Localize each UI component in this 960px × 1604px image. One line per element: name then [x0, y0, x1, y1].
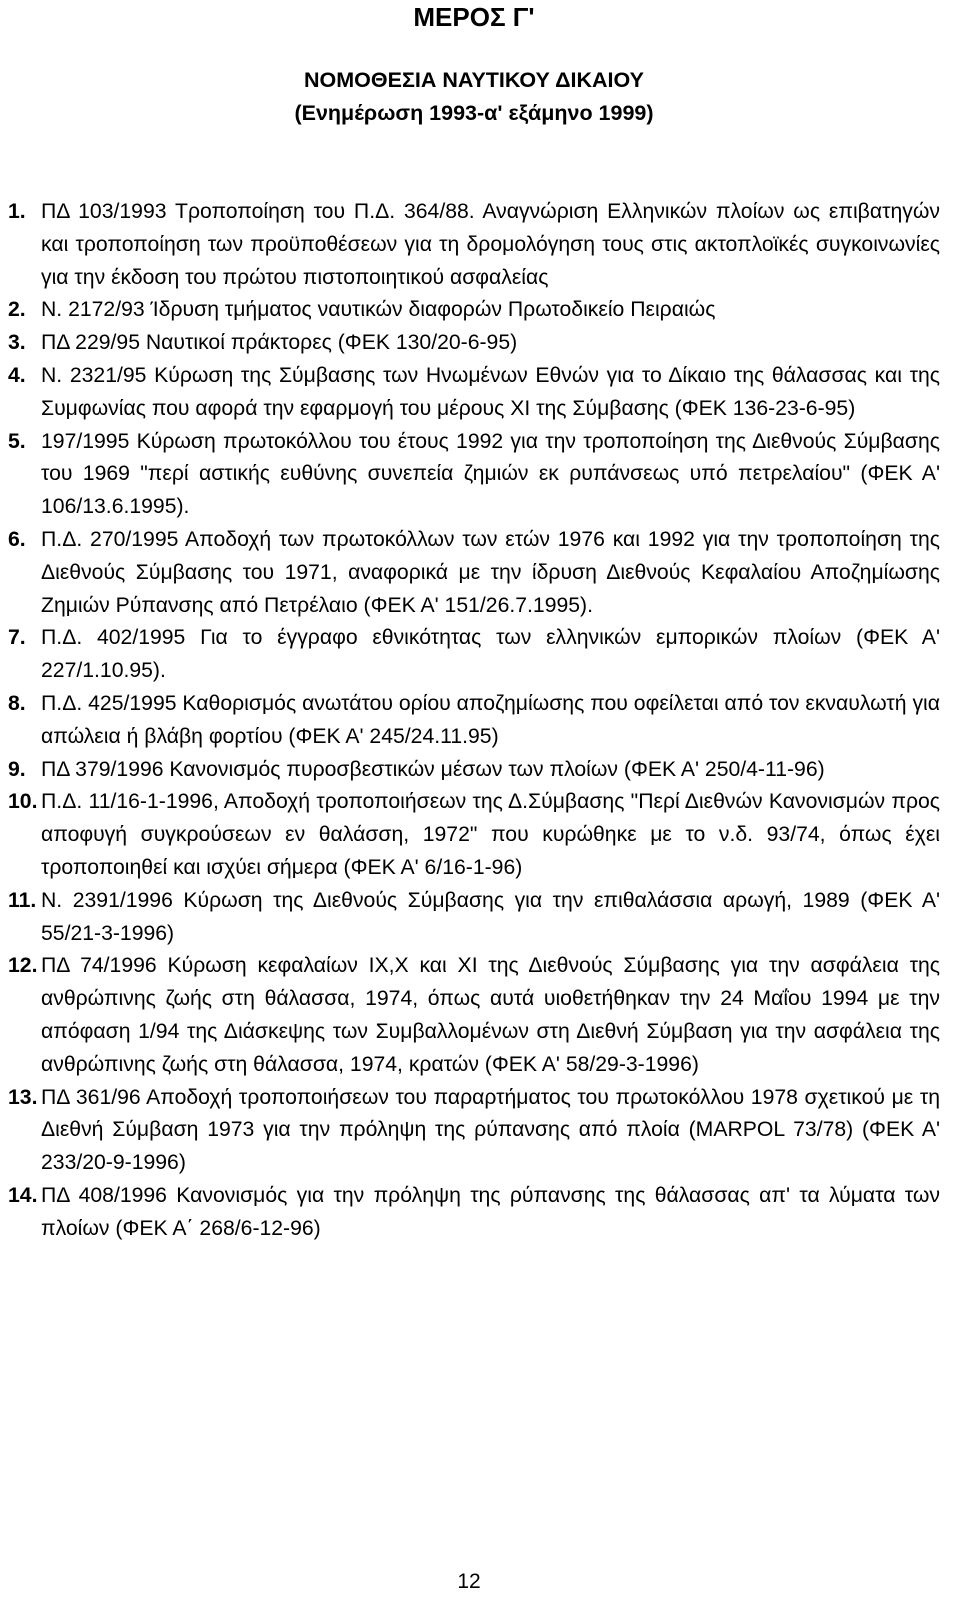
item-text: Π.Δ. 11/16-1-1996, Αποδοχή τροποποιήσεων της Δ.Σύμβασης "Περί Διεθνών Κανονισμών προς αποφυγή συγκρούσεων εν θαλάσση, 1972" που κυρώθηκε με το ν.δ. 93/74, όπως έχει τροποποιηθεί και ισχύει σήμερα (ΦΕΚ Α' 6/16-1-96) [41, 790, 940, 879]
list-item [8, 327, 940, 360]
page-number: 12 [457, 1570, 481, 1593]
item-text: ΠΔ 408/1996 Κανονισμός για την πρόληψη της ρύπανσης της θάλασσας απ' τα λύματα των πλοίων (ΦΕΚ Α΄ 268/6-12-96) [41, 1183, 940, 1240]
item-text: Π.Δ. 402/1995 Για το έγγραφο εθνικότητας των ελληνικών εμπορικών πλοίων (ΦΕΚ Α' 227/1.10.95). [41, 626, 940, 683]
list-item [8, 1180, 940, 1246]
item-number: 7. [8, 626, 26, 650]
item-text: ΠΔ 74/1996 Κύρωση κεφαλαίων ΙΧ,Χ και ΧΙ της Διεθνούς Σύμβασης για την ασφάλεια της ανθρώπινης ζωής στη θάλασσα, 1974, όπως αυτά υιοθετήθηκαν την 24 Μαΐου 1994 με την απόφαση 1/94 της Διάσκεψης των Συμβαλλομένων στη Διεθνή Σύμβαση για την ασφάλεια της ανθρώπινης ζωής στη θάλασσα, 1974, κρατών (ΦΕΚ Α' 58/29-3-1996) [41, 954, 940, 1076]
list-item [8, 426, 940, 524]
item-number: 11. [8, 888, 37, 912]
item-number: 6. [8, 527, 26, 551]
list-item [8, 294, 940, 327]
section-heading [0, 64, 948, 130]
item-text: Ν. 2321/95 Κύρωση της Σύμβασης των Ηνωμένων Εθνών για το Δίκαιο της θάλασσας και της Συμφωνίας που αφορά την εφαρμογή του μέρους ΧΙ της Σύμβασης (ΦΕΚ 136-23-6-95) [41, 363, 940, 420]
item-number: 3. [8, 331, 26, 355]
section-heading-line-2: (Ενημέρωση 1993-α' εξάμηνο 1999) [294, 101, 654, 125]
item-text: ΠΔ 103/1993 Τροποποίηση του Π.Δ. 364/88. Αναγνώριση Ελληνικών πλοίων ως επιβατηγών και τροποποίηση των προϋποθέσεων για τη δρομολόγηση τους στις ακτοπλοϊκές συγκοινωνίες για την έκδοση του πρώτου πιστοποιητικού ασφαλείας [41, 200, 940, 289]
item-text: Ν. 2172/93 Ίδρυση τμήματος ναυτικών διαφορών Πρωτοδικείο Πειραιώς [41, 298, 716, 322]
list-item [8, 786, 940, 884]
item-number: 5. [8, 429, 26, 453]
part-heading: ΜΕΡΟΣ Γ' [413, 2, 535, 32]
item-text: Ν. 2391/1996 Κύρωση της Διεθνούς Σύμβασης για την επιθαλάσσια αρωγή, 1989 (ΦΕΚ Α' 55/21-3-1996) [41, 888, 940, 945]
list-item [8, 360, 940, 426]
item-text: Π.Δ. 270/1995 Αποδοχή των πρωτοκόλλων των ετών 1976 και 1992 για την τροποποίηση της Διεθνούς Σύμβασης του 1971, αναφορικά με την ίδρυση Διεθνούς Κεφαλαίου Αποζημίωσης Ζημιών Ρύπανσης από Πετρέλαιο (ΦΕΚ Α' 151/26.7.1995). [41, 527, 940, 617]
legislation-list [8, 196, 940, 1246]
item-number: 12. [8, 954, 38, 978]
item-number: 9. [8, 757, 26, 781]
item-text: Π.Δ. 425/1995 Καθορισμός ανωτάτου ορίου αποζημίωσης που οφείλεται από τον εκναυλωτή για απώλεια ή βλάβη φορτίου (ΦΕΚ Α' 245/24.11.95) [41, 691, 940, 748]
item-number: 13. [8, 1085, 38, 1109]
item-number: 4. [8, 363, 26, 387]
item-number: 8. [8, 691, 26, 715]
item-number: 10. [8, 790, 38, 814]
list-item [8, 754, 940, 787]
item-text: ΠΔ 361/96 Αποδοχή τροποποιήσεων του παραρτήματος του πρωτοκόλλου 1978 σχετικού με τη Διεθνή Σύμβαση 1973 για την πρόληψη της ρύπανσης από πλοία (MARPOL 73/78) (ΦΕΚ Α' 233/20-9-1996) [41, 1085, 940, 1175]
item-number: 1. [8, 200, 26, 223]
list-item [8, 196, 940, 294]
list-item [8, 1082, 940, 1180]
item-number: 2. [8, 298, 26, 322]
list-item [8, 524, 940, 622]
list-item [8, 688, 940, 754]
section-heading-line-1: ΝΟΜΟΘΕΣΙΑ ΝΑΥΤΙΚΟΥ ΔΙΚΑΙΟΥ [304, 68, 644, 92]
item-text: 197/1995 Κύρωση πρωτοκόλλου του έτους 1992 για την τροποποίηση της Διεθνούς Σύμβασης του 1969 "περί αστικής ευθύνης συνεπεία ζημιών εκ ρυπάνσεως υπό πετρελαίου" (ΦΕΚ Α' 106/13.6.1995). [41, 429, 940, 519]
list-item [8, 622, 940, 688]
item-number: 14. [8, 1183, 38, 1207]
item-text: ΠΔ 379/1996 Κανονισμός πυροσβεστικών μέσων των πλοίων (ΦΕΚ Α' 250/4-11-96) [41, 757, 825, 781]
item-text: ΠΔ 229/95 Ναυτικοί πράκτορες (ΦΕΚ 130/20-6-95) [41, 331, 518, 355]
list-item [8, 950, 940, 1081]
list-item [8, 885, 940, 951]
